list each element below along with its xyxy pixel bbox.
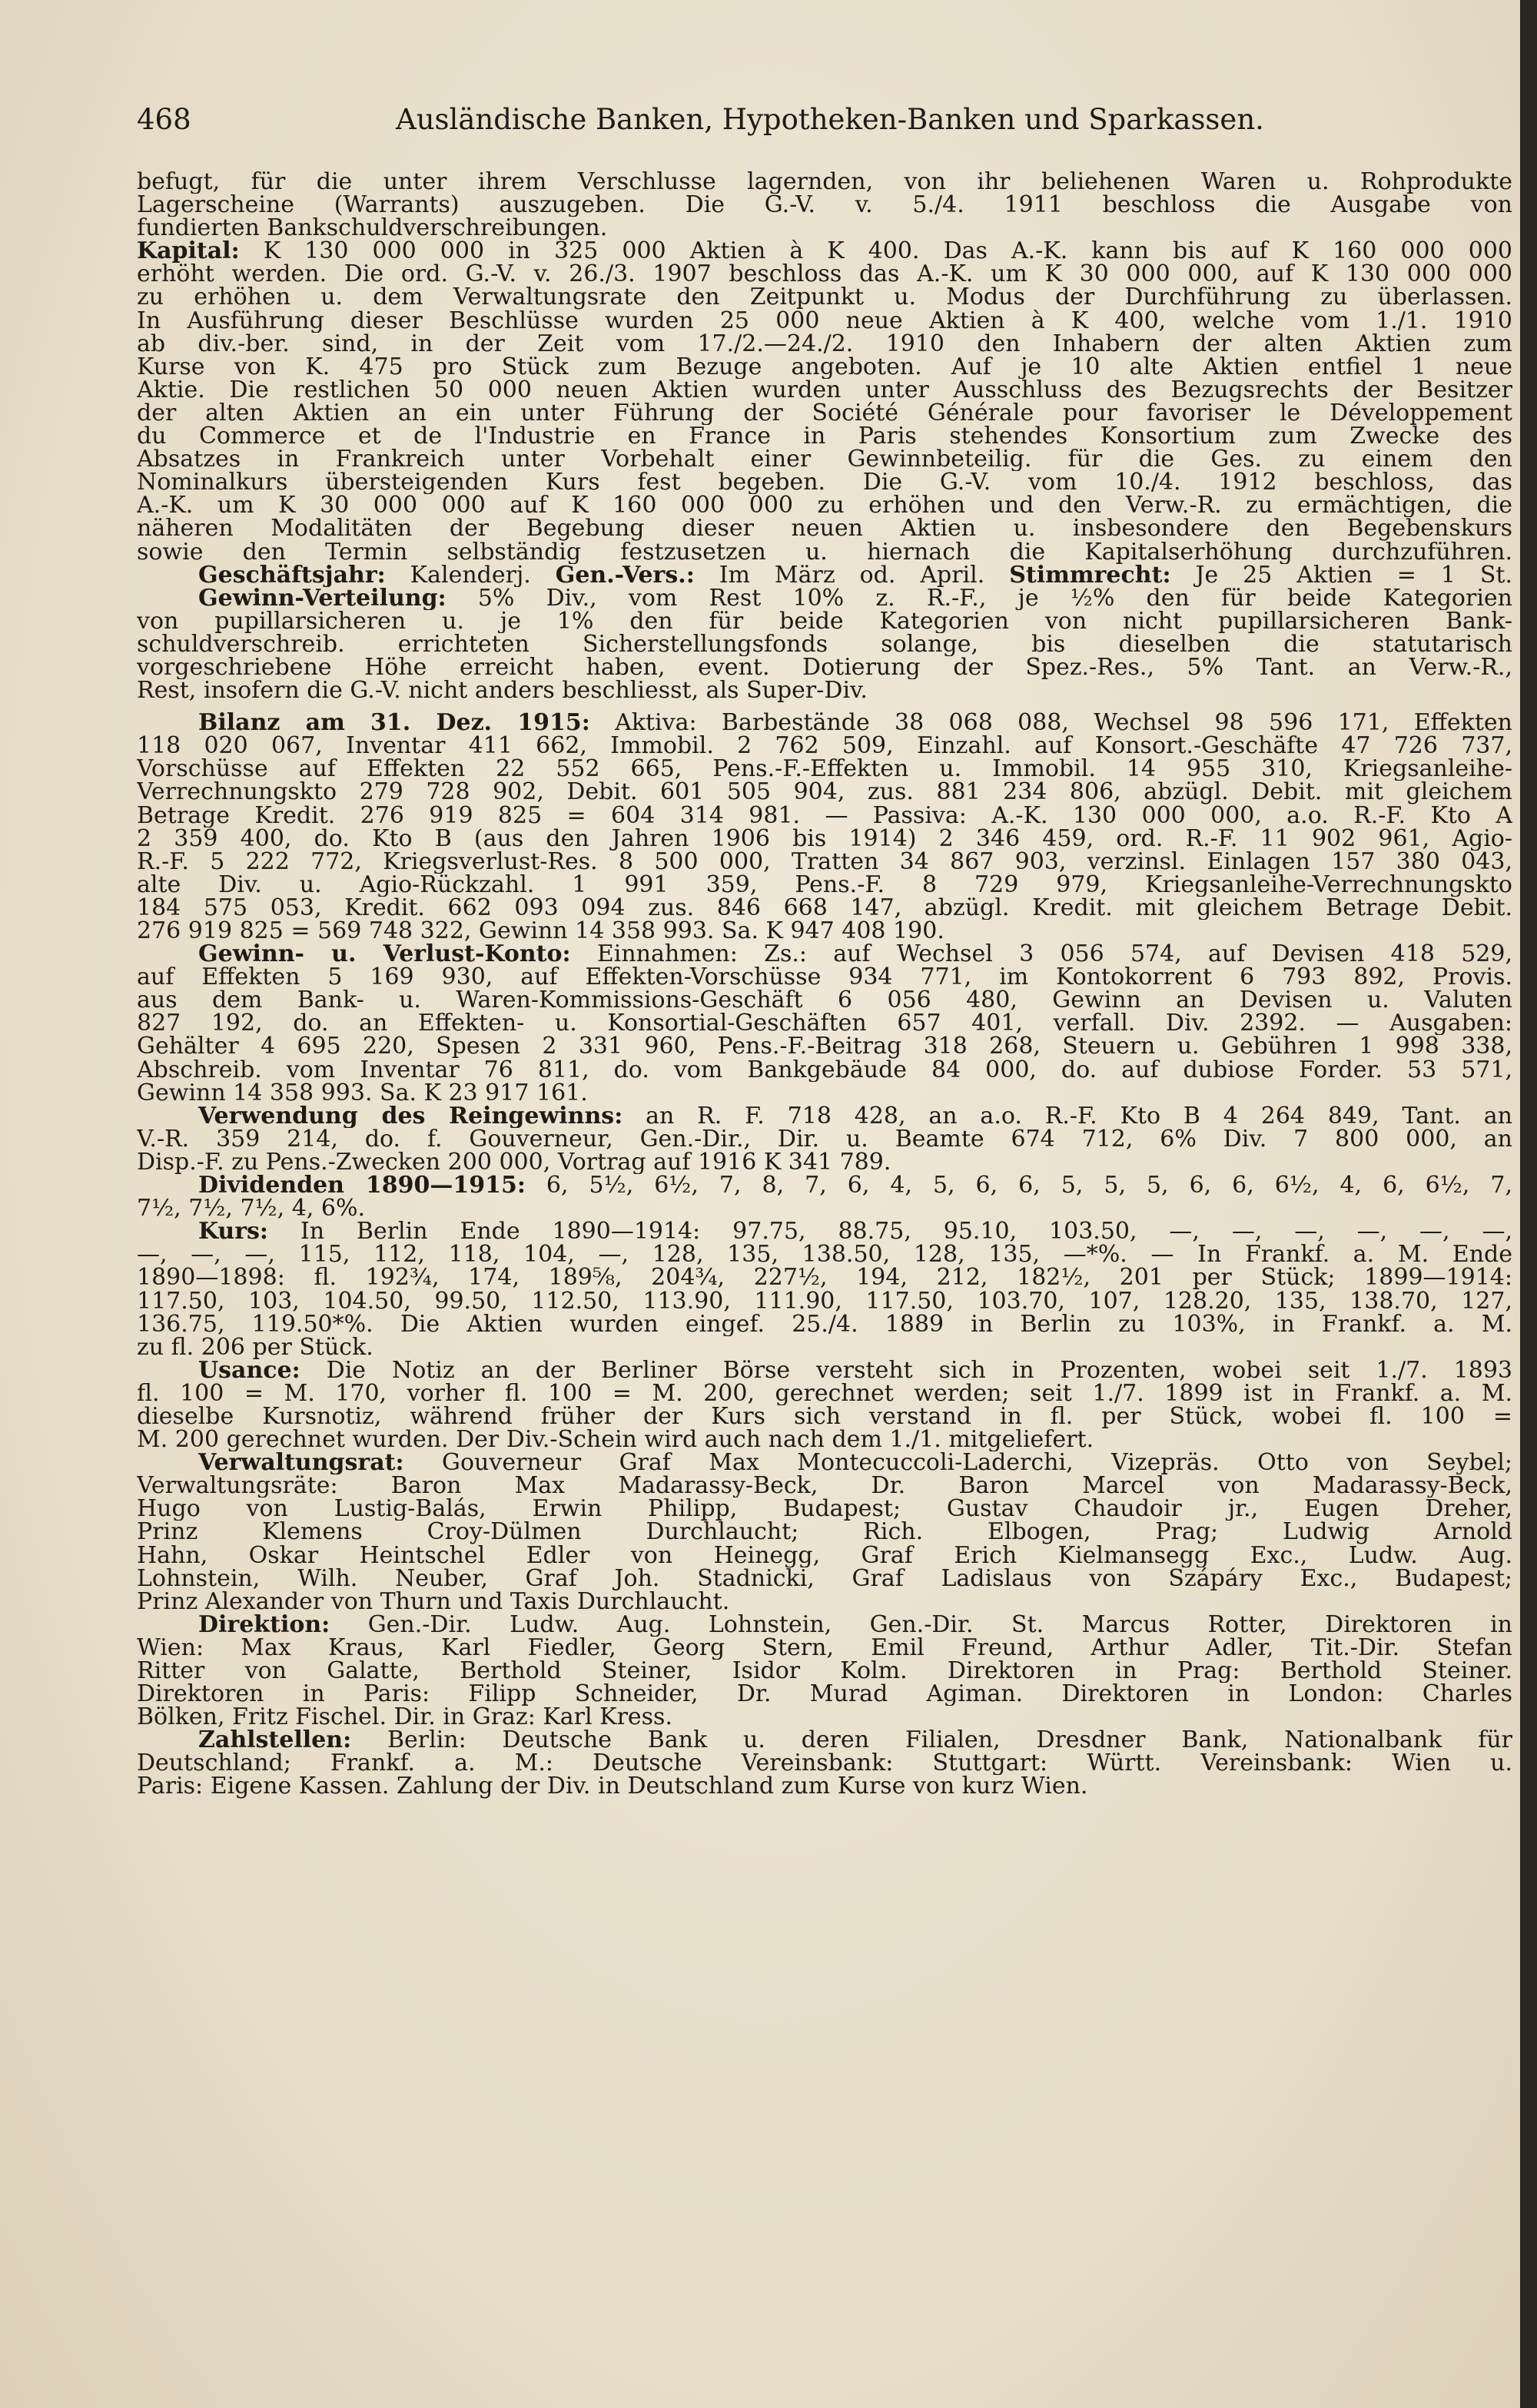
line-text: 1890—1898: fl. 192¾, 174, 189⅝, 204¾, 227½, 194, 212, 182½, 201 per Stück; 1899—1914: — [137, 1266, 1512, 1290]
line-text: Berlin: Deutsche Bank u. deren Filialen, Dresdner Bank, Nationalbank für — [351, 1729, 1512, 1753]
text-line — [137, 587, 1512, 610]
text-line — [137, 402, 1512, 425]
text-line — [137, 1382, 1512, 1405]
text-line — [137, 379, 1512, 402]
text-line — [137, 1266, 1512, 1289]
text-line — [137, 1082, 1512, 1105]
line-text: Betrage Kredit. 276 919 825 = 604 314 981. — Passiva: A.-K. 130 000 000, a.o. R.-F. Kto A — [137, 804, 1512, 828]
line-text: Kurse von K. 475 pro Stück zum Bezuge angeboten. Auf je 10 alte Aktien entfiel 1 neue — [137, 355, 1512, 379]
section-heading: Stimmrecht: — [1009, 563, 1171, 587]
text-line — [137, 1590, 1512, 1614]
line-text: 5% Div., vom Rest 10% z. R.-F., je ½% den für beide Kategorien — [446, 586, 1512, 610]
text-line — [137, 425, 1512, 448]
line-text: Aktie. Die restlichen 50 000 neuen Aktien wurden unter Ausschluss des Bezugsrechts der Besitzer — [137, 378, 1512, 402]
text-line — [137, 1336, 1512, 1359]
text-line — [137, 679, 1512, 702]
text-line — [137, 1498, 1512, 1521]
text-line — [137, 356, 1512, 379]
line-text: Einnahmen: Zs.: auf Wechsel 3 056 574, auf Devisen 418 529, — [570, 943, 1512, 967]
text-line — [137, 564, 1512, 587]
line-text: von pupillarsicheren u. je 1% den für beide Kategorien von nicht pupillarsicheren Bank- — [137, 609, 1512, 633]
line-text: R.-F. 5 222 772, Kriegsverlust-Res. 8 500 000, Tratten 34 867 903, verzinsl. Einlagen 157 380 043, — [137, 850, 1512, 874]
line-text: Hahn, Oskar Heintschel Edler von Heinegg, Graf Erich Kielmansegg Exc., Ludw. Aug. — [137, 1544, 1512, 1567]
line-text: Gouverneur Graf Max Montecuccoli-Laderchi, Vizepräs. Otto von Seybel; — [403, 1451, 1512, 1475]
line-text: alte Div. u. Agio-Rückzahl. 1 991 359, Pens.-F. 8 729 979, Kriegsanleihe-Verrechnungskto — [137, 873, 1512, 897]
page-edge — [1520, 0, 1537, 2408]
running-title: Ausländische Banken, Hypotheken-Banken und Sparkassen. — [396, 103, 1264, 136]
text-line — [137, 1567, 1512, 1590]
section-heading: Gewinn- u. Verlust-Konto: — [198, 943, 571, 967]
line-text: 827 192, do. an Effekten- u. Konsortial-Geschäften 657 401, verfall. Div. 2392. — Ausgaben: — [137, 1012, 1512, 1036]
line-text: Absatzes in Frankreich unter Vorbehalt einer Gewinnbeteilig. für die Ges. zu einem den — [137, 448, 1512, 472]
text-line — [137, 1059, 1512, 1082]
line-text: Je 25 Aktien = 1 St. — [1170, 563, 1512, 587]
text-line — [137, 263, 1512, 286]
text-line — [137, 1729, 1512, 1752]
text-line — [137, 1706, 1512, 1729]
line-text: dieselbe Kursnotiz, während früher der Kurs sich verstand in fl. per Stück, wobei fl. 100 = — [137, 1405, 1512, 1429]
line-text: Direktoren in Paris: Filipp Schneider, Dr. Murad Agiman. Direktoren in London: Charles — [137, 1683, 1512, 1706]
line-text: fundierten Bankschuldverschreibungen. — [137, 217, 608, 240]
section-heading: Gewinn-Verteilung: — [198, 586, 446, 610]
text-line — [137, 781, 1512, 804]
section-heading: Bilanz am 31. Dez. 1915: — [198, 711, 590, 735]
text-line — [137, 517, 1512, 540]
line-text: 118 020 067, Inventar 411 662, Immobil. 2 762 509, Einzahl. auf Konsort.-Geschäfte 47 726 737, — [137, 735, 1512, 758]
page-number: 468 — [137, 103, 191, 136]
line-text: 117.50, 103, 104.50, 99.50, 112.50, 113.90, 111.90, 117.50, 103.70, 107, 128.20, 135, 138.70, 127, — [137, 1289, 1512, 1313]
text-line — [137, 633, 1512, 656]
text-line — [137, 1405, 1512, 1428]
line-text: Verwaltungsräte: Baron Max Madarassy-Beck, Dr. Baron Marcel von Madarassy-Beck, — [137, 1474, 1512, 1498]
text-line — [137, 943, 1512, 966]
section-heading: Verwaltungsrat: — [198, 1451, 404, 1475]
line-text: auf Effekten 5 169 930, auf Effekten-Vorschüsse 934 771, im Kontokorrent 6 793 892, Provis. — [137, 966, 1512, 990]
line-text: vorgeschriebene Höhe erreicht haben, event. Dotierung der Spez.-Res., 5% Tant. an Verw.-R., — [137, 655, 1512, 680]
article-body — [137, 171, 1512, 1799]
line-text: —, —, —, 115, 112, 118, 104, —, 128, 135, 138.50, 128, 135, —*%. — In Frankf. a. M. Ende — [137, 1243, 1512, 1267]
section-heading: Zahlstellen: — [198, 1729, 352, 1753]
line-text: Nominalkurs übersteigenden Kurs fest begeben. Die G.-V. vom 10./4. 1912 beschloss, das — [137, 471, 1512, 495]
line-text: 276 919 825 = 569 748 322, Gewinn 14 358 993. Sa. K 947 408 190. — [137, 920, 944, 944]
text-line — [137, 310, 1512, 333]
text-line — [137, 828, 1512, 851]
line-text: erhöht werden. Die ord. G.-V. v. 26./3. 1907 beschloss das A.-K. um K 30 000 000, auf K 130 000 000 — [137, 263, 1512, 287]
text-line — [137, 171, 1512, 194]
text-line — [137, 494, 1512, 517]
line-text: Prinz Klemens Croy-Dülmen Durchlaucht; Rich. Elbogen, Prag; Ludwig Arnold — [137, 1521, 1512, 1544]
line-text: 2 359 400, do. Kto B (aus den Jahren 1906 bis 1914) 2 346 459, ord. R.-F. 11 902 961, Agio- — [137, 827, 1512, 851]
text-line — [137, 1313, 1512, 1336]
section-gap — [137, 702, 1512, 711]
line-text: Aktiva: Barbestände 38 068 088, Wechsel 98 596 171, Effekten — [589, 711, 1512, 735]
text-line — [137, 989, 1512, 1012]
line-text: V.-R. 359 214, do. f. Gouverneur, Gen.-Dir., Dir. u. Beamte 674 712, 6% Div. 7 800 000, an — [137, 1127, 1512, 1151]
text-line — [137, 1752, 1512, 1775]
section-heading: Usance: — [198, 1358, 300, 1382]
section-heading: Kurs: — [198, 1220, 268, 1244]
text-line — [137, 1220, 1512, 1243]
text-line — [137, 194, 1512, 217]
line-text: Verrechnungskto 279 728 902, Debit. 601 505 904, zus. 881 234 806, abzügl. Debit. mit gleichem — [137, 781, 1512, 804]
line-text: In Berlin Ende 1890—1914: 97.75, 88.75, 95.10, 103.50, —, —, —, —, —, —, — [268, 1220, 1512, 1244]
line-text: Vorschüsse auf Effekten 22 552 665, Pens.-F.-Effekten u. Immobil. 14 955 310, Kriegsanleihe- — [137, 758, 1512, 781]
section-heading: Geschäftsjahr: — [198, 563, 386, 587]
line-text: Kalenderj. — [385, 563, 556, 587]
text-line — [137, 541, 1512, 564]
line-text: schuldverschreib. errichteten Sicherstellungsfonds solange, bis dieselben die statutarisch — [137, 632, 1512, 656]
text-line — [137, 1012, 1512, 1035]
text-line — [137, 1359, 1512, 1382]
text-line — [137, 1474, 1512, 1498]
line-text: sowie den Termin selbständig festzusetzen u. hiernach die Kapitalserhöhung durchzuführen. — [137, 540, 1512, 564]
line-text: 184 575 053, Kredit. 662 093 094 zus. 846 668 147, abzügl. Kredit. mit gleichem Betrage Debit. — [137, 896, 1512, 920]
line-text: K 130 000 000 in 325 000 Aktien à K 400. Das A.-K. kann bis auf K 160 000 000 — [239, 240, 1512, 264]
text-line — [137, 758, 1512, 781]
line-text: 7½, 7½, 7½, 4, 6%. — [137, 1197, 365, 1221]
text-line — [137, 920, 1512, 943]
line-text: zu fl. 206 per Stück. — [137, 1335, 373, 1359]
text-line — [137, 1197, 1512, 1220]
section-heading: Kapital: — [137, 240, 240, 264]
line-text: Deutschland; Frankf. a. M.: Deutsche Vereinsbank: Stuttgart: Württ. Vereinsbank: Wien u. — [137, 1752, 1512, 1776]
text-line — [137, 448, 1512, 471]
text-line — [137, 1151, 1512, 1174]
text-line — [137, 286, 1512, 309]
line-text: A.-K. um K 30 000 000 auf K 160 000 000 zu erhöhen und den Verw.-R. zu ermächtigen, die — [137, 494, 1512, 518]
line-text: Lagerscheine (Warrants) auszugeben. Die G.-V. v. 5./4. 1911 beschloss die Ausgabe von — [137, 194, 1512, 217]
line-text: Lohnstein, Wilh. Neuber, Graf Joh. Stadnicki, Graf Ladislaus von Szápáry Exc., Budapest; — [137, 1567, 1512, 1590]
text-line — [137, 966, 1512, 989]
line-text: 136.75, 119.50*%. Die Aktien wurden eingef. 25./4. 1889 in Berlin zu 103%, in Frankf. a. M. — [137, 1312, 1512, 1336]
text-line — [137, 240, 1512, 263]
line-text: zu erhöhen u. dem Verwaltungsrate den Zeitpunkt u. Modus der Durchführung zu überlassen. — [137, 286, 1512, 310]
text-line — [137, 1290, 1512, 1313]
line-text: Gehälter 4 695 220, Spesen 2 331 960, Pens.-F.-Beitrag 318 268, Steuern u. Gebühren 1 998 338, — [137, 1035, 1512, 1059]
text-line — [137, 656, 1512, 679]
line-text: Die Notiz an der Berliner Börse versteht sich in Prozenten, wobei seit 1./7. 1893 — [300, 1358, 1512, 1382]
line-text: M. 200 gerechnet wurden. Der Div.-Schein wird auch nach dem 1./1. mitgeliefert. — [137, 1428, 1094, 1452]
line-text: Ritter von Galatte, Berthold Steiner, Isidor Kolm. Direktoren in Prag: Berthold Steiner. — [137, 1660, 1512, 1683]
text-line — [137, 217, 1512, 240]
text-line — [137, 1428, 1512, 1451]
text-line — [137, 1660, 1512, 1683]
text-line — [137, 897, 1512, 920]
text-line — [137, 1243, 1512, 1266]
section-heading: Dividenden 1890—1915: — [198, 1174, 526, 1198]
line-text: Paris: Eigene Kassen. Zahlung der Div. in Deutschland zum Kurse von kurz Wien. — [137, 1775, 1088, 1799]
text-line — [137, 1174, 1512, 1197]
text-line — [137, 804, 1512, 828]
line-text: Disp.-F. zu Pens.-Zwecken 200 000, Vortrag auf 1916 K 341 789. — [137, 1150, 891, 1175]
text-line — [137, 1128, 1512, 1151]
text-line — [137, 851, 1512, 874]
text-line — [137, 610, 1512, 633]
section-heading: Direktion: — [198, 1613, 330, 1637]
line-text: In Ausführung dieser Beschlüsse wurden 25 000 neue Aktien à K 400, welche vom 1./1. 1910 — [137, 309, 1512, 333]
line-text: der alten Aktien an ein unter Führung der Société Générale pour favoriser le Développement — [137, 401, 1512, 426]
text-line — [137, 874, 1512, 897]
text-line — [137, 735, 1512, 758]
line-text: du Commerce et de l'Industrie en France in Paris stehendes Konsortium zum Zwecke des — [137, 425, 1512, 449]
text-line — [137, 1521, 1512, 1544]
text-line — [137, 711, 1512, 735]
line-text: Rest, insofern die G.-V. nicht anders beschliesst, als Super-Div. — [137, 679, 868, 703]
text-line — [137, 1105, 1512, 1128]
line-text: ab div.-ber. sind, in der Zeit vom 17./2.—24./2. 1910 den Inhabern der alten Aktien zum — [137, 332, 1512, 356]
text-line — [137, 1637, 1512, 1660]
page-header — [137, 97, 1505, 143]
line-text: Bölken, Fritz Fischel. Dir. in Graz: Karl Kress. — [137, 1706, 672, 1730]
text-line — [137, 1451, 1512, 1474]
line-text: aus dem Bank- u. Waren-Kommissions-Geschäft 6 056 480, Gewinn an Devisen u. Valuten — [137, 989, 1512, 1013]
line-text: Gewinn 14 358 993. Sa. K 23 917 161. — [137, 1081, 588, 1105]
text-line — [137, 1035, 1512, 1058]
line-text: Im März od. April. — [694, 563, 1010, 587]
line-text: an R. F. 718 428, an a.o. R.-F. Kto B 4 264 849, Tant. an — [622, 1104, 1512, 1128]
text-line — [137, 1544, 1512, 1567]
text-line — [137, 1775, 1512, 1798]
section-heading: Verwendung des Reingewinns: — [198, 1104, 623, 1128]
text-line — [137, 1683, 1512, 1706]
line-text: Prinz Alexander von Thurn und Taxis Durchlaucht. — [137, 1590, 730, 1614]
text-line — [137, 471, 1512, 494]
line-text: fl. 100 = M. 170, vorher fl. 100 = M. 200, gerechnet werden; seit 1./7. 1899 ist in Frankf. a. M. — [137, 1381, 1512, 1405]
line-text: 6, 5½, 6½, 7, 8, 7, 6, 4, 5, 6, 6, 5, 5, 5, 6, 6, 6½, 4, 6, 6½, 7, — [525, 1174, 1512, 1198]
text-line — [137, 333, 1512, 356]
text-line — [137, 1614, 1512, 1637]
line-text: befugt, für die unter ihrem Verschlusse lagernden, von ihr beliehenen Waren u. Rohprodukte — [137, 171, 1512, 194]
line-text: Hugo von Lustig-Balás, Erwin Philipp, Budapest; Gustav Chaudoir jr., Eugen Dreher, — [137, 1498, 1512, 1521]
line-text: Wien: Max Kraus, Karl Fiedler, Georg Stern, Emil Freund, Arthur Adler, Tit.-Dir. Stefan — [137, 1636, 1512, 1660]
line-text: näheren Modalitäten der Begebung dieser neuen Aktien u. insbesondere den Begebenskurs — [137, 517, 1512, 541]
line-text: Abschreib. vom Inventar 76 811, do. vom Bankgebäude 84 000, do. auf dubiose Forder. 53 571, — [137, 1058, 1512, 1082]
section-heading: Gen.-Vers.: — [555, 563, 695, 587]
line-text: Gen.-Dir. Ludw. Aug. Lohnstein, Gen.-Dir. St. Marcus Rotter, Direktoren in — [330, 1613, 1512, 1637]
